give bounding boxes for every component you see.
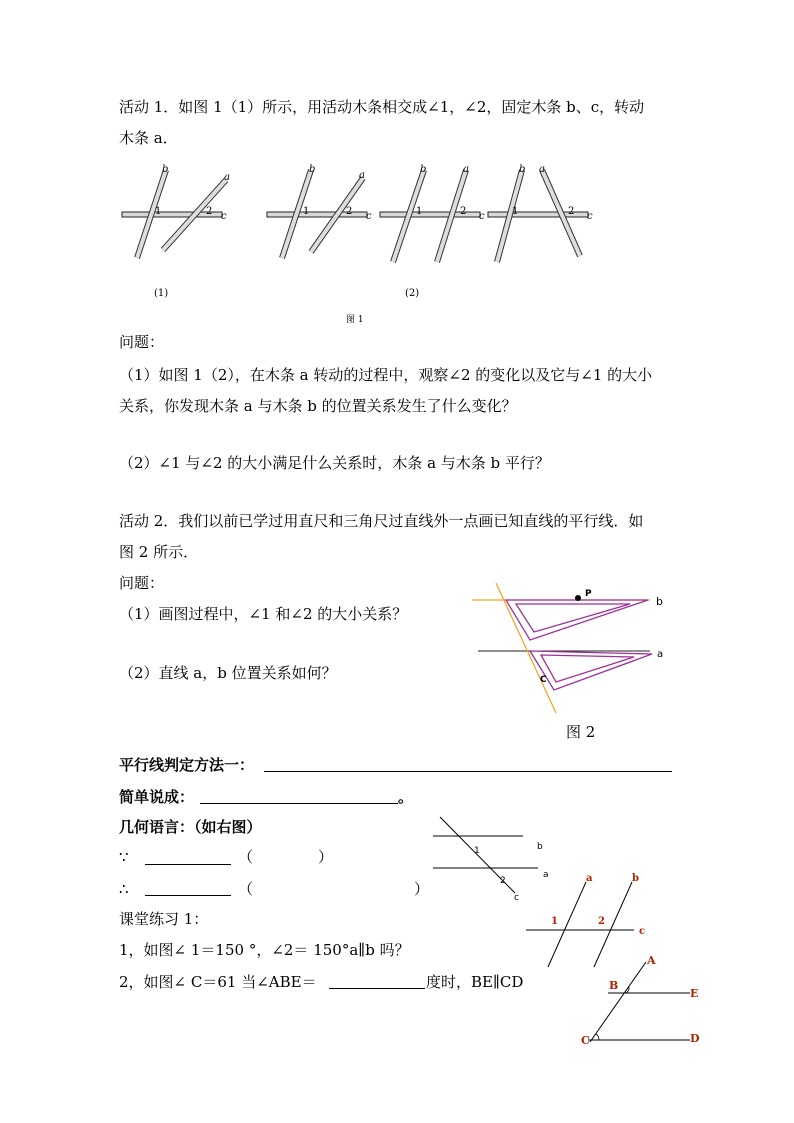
activity2-q1: （1）画图过程中，∠1 和∠2 的大小关系？ [119,605,408,623]
fig1-label-2b: 2 [346,206,353,217]
fig4-label-1: 1 [551,916,558,927]
method-simple: 简单说成： [119,788,195,806]
practice-p1: 1，如图∠ 1＝150 °，∠2＝ 150°a∥b 吗？ [119,941,410,959]
activity2-line2: 图 2 所示． [119,543,199,561]
fig1-label-c2: c [366,211,372,222]
fig1-label-1a: 1 [155,206,162,217]
fig1-label-2d: 2 [568,206,575,217]
practice-heading: 课堂练习 1： [119,910,209,928]
method-geo: 几何语言：（如右图） [119,818,262,836]
fig4-label-2: 2 [598,916,605,927]
because-paren-close: ） [318,848,334,866]
method-title: 平行线判定方法一： [119,756,255,774]
fig5-label-E: E [690,987,699,1000]
therefore-paren-open: （ [238,880,254,898]
activity1-line2: 木条 a． [119,129,178,147]
fig5-label-C: C [581,1034,590,1047]
fig4-label-c: c [639,926,646,937]
fig5-label-B: B [609,979,619,992]
fig1-label-1d: 1 [512,206,519,217]
practice-p2-end: 度时，BE∥CD [426,973,524,991]
therefore-symbol: ∴ [119,880,129,898]
activity2-q2: （2）直线 a，b 位置关系如何？ [119,664,337,682]
fig3-label-1: 1 [474,846,480,856]
fig2-label-a: a [657,649,664,660]
method-simple-end: 。 [398,788,414,806]
fig1-label-b3: b [420,164,427,175]
q1-line2: 关系，你发现木条 a 与木条 b 的位置关系发生了什么变化？ [119,397,517,415]
fig4-label-b: b [632,873,639,884]
fig3-label-2: 2 [500,876,506,886]
fig1-label-1b: 1 [303,206,310,217]
fig1-label-a2: a [359,170,365,181]
fig1-label-2c: 2 [460,206,467,217]
because-paren-open: （ [238,848,254,866]
fig4-label-a: a [586,873,593,884]
fig3-label-a: a [543,870,549,880]
activity2-heading: 问题： [119,574,165,592]
fig1-label-b4: b [519,164,526,175]
fig2-label-p: P [585,589,592,599]
fig1-label-a1: a [224,172,230,183]
fig1-label-c3: c [479,211,485,222]
therefore-paren-close: ） [414,880,430,898]
fig1-sub1: (1) [154,288,169,299]
q1-heading: 问题： [119,333,165,351]
fig2-label-b: b [656,595,663,608]
fig1-caption: 图 1 [346,315,364,325]
fig1-label-b2: b [309,164,316,175]
q1-q2: （2）∠1 与∠2 的大小满足什么关系时，木条 a 与木条 b 平行？ [119,454,550,472]
activity1-line1: 活动 1．如图 1（1）所示，用活动木条相交成∠1，∠2，固定木条 b、c，转动 [119,98,645,116]
because-symbol: ∵ [119,848,129,866]
fig2-label-c: C [540,675,547,685]
fig1-label-1c: 1 [416,206,423,217]
fig1-label-2a: 2 [206,206,213,217]
fig5-label-A: A [647,954,656,967]
fig5-label-D: D [690,1032,700,1045]
fig1-label-c1: c [221,211,227,222]
q1-line1: （1）如图 1（2），在木条 a 转动的过程中，观察∠2 的变化以及它与∠1 的大小 [119,366,653,384]
activity2-line1: 活动 2．我们以前已学过用直尺和三角尺过直线外一点画已知直线的平行线．如 [119,512,644,530]
fig1-label-c4: c [587,211,593,222]
fig1-sub2: (2) [405,288,420,299]
fig1-label-a4: a [539,164,545,175]
fig1-label-a3: a [463,164,469,175]
practice-p2-start: 2，如图∠ C＝61 当∠ABE＝ [119,973,317,991]
fig3-label-b: b [537,842,543,852]
fig3-label-c: c [514,893,519,903]
fig1-label-b1: b [162,164,169,175]
fig2-caption: 图 2 [566,723,596,741]
